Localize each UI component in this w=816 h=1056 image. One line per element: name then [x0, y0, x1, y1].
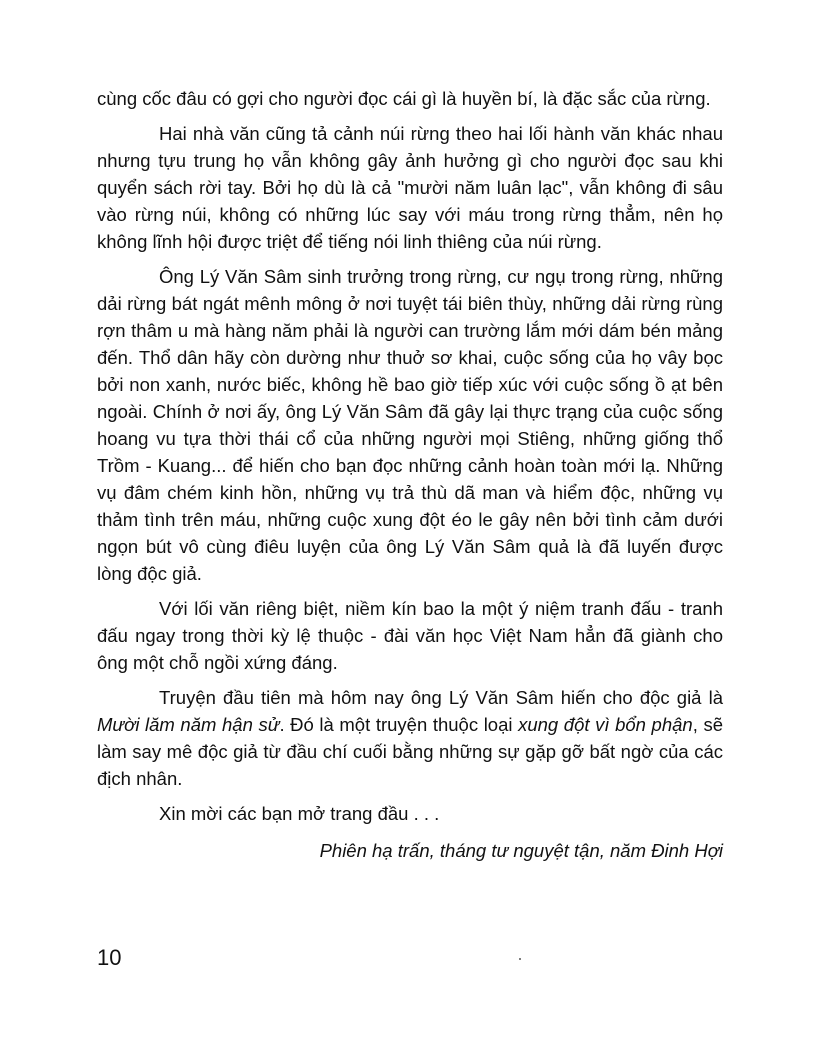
paragraph-4-run-0: Truyện đầu tiên mà hôm nay ông Lý Văn Sâm hiến cho độc giả là: [159, 687, 723, 708]
paragraph-2-text: Ông Lý Văn Sâm sinh trưởng trong rừng, cư ngụ trong rừng, những dải rừng bát ngát mênh mông ở nơi tuyệt tái biên thùy, những dải rừng rùng rợn thâm u mà hàng năm phải là người can trường lắm mới dám bén mảng đến. Thổ dân hãy còn dường như thuở sơ khai, cuộc sống của họ vây bọc bởi non xanh, nước biếc, không hề bao giờ tiếp xúc với cuộc sống ồ ạt bên ngoài. Chính ở nơi ấy, ông Lý Văn Sâm đã gây lại thực trạng của cuộc sống hoang vu tựa thời thái cổ của những người mọi Stiêng, những giống thổ Trồm - Kuang... để hiến cho bạn đọc những cảnh hoàn toàn mới lạ. Những vụ đâm chém kinh hồn, những vụ trả thù dã man và hiểm độc, những vụ thảm tình trên máu, những cuộc xung đột éo le gây nên bởi tình cảm dưới ngọn bút vô cùng điêu luyện của ông Lý Văn Sâm quả là đã luyến được lòng độc giả.: [97, 266, 723, 584]
paragraph-0-text: cùng cốc đâu có gợi cho người đọc cái gì là huyền bí, là đặc sắc của rừng.: [97, 88, 711, 109]
signoff-line: Phiên hạ trấn, tháng tư nguyệt tận, năm Đinh Hợi: [319, 840, 723, 861]
paragraph-1: [97, 120, 723, 255]
paragraph-4-run-4: , sẽ làm say mê độc giả từ đầu chí cuối bằng những sự gặp gỡ bất ngờ của các địch nhân.: [97, 714, 723, 789]
paragraph-4-run-2: . Đó là một truyện thuộc loại: [279, 714, 519, 735]
paragraph-3-text: Với lối văn riêng biệt, niềm kín bao la một ý niệm tranh đấu - tranh đấu ngay trong thời kỳ lệ thuộc - đài văn học Việt Nam hẳn đã giành cho ông một chỗ ngồi xứng đáng.: [97, 598, 723, 673]
book-title-italic: Mười lăm năm hận sử: [97, 714, 280, 735]
paragraph-0: [97, 85, 723, 112]
paragraph-1-text: Hai nhà văn cũng tả cảnh núi rừng theo hai lối hành văn khác nhau nhưng tựu trung họ vẫn không gây ảnh hưởng gì cho người đọc sau khi quyển sách rời tay. Bởi họ dù là cả "mười năm luân lạc", vẫn không đi sâu vào rừng núi, không có những lúc say với máu trong rừng thẳm, nên họ không lĩnh hội được triệt để tiếng nói linh thiêng của núi rừng.: [97, 123, 723, 252]
page-body: [97, 85, 723, 864]
paragraph-4: [97, 684, 723, 792]
genre-italic: xung đột vì bổn phận: [518, 714, 693, 735]
page-number: 10: [97, 945, 122, 970]
paragraph-5: [97, 800, 723, 827]
scan-speck: [519, 958, 521, 960]
paragraph-3: [97, 595, 723, 676]
paragraph-2: [97, 263, 723, 587]
paragraph-5-text: Xin mời các bạn mở trang đầu . . .: [159, 803, 440, 824]
